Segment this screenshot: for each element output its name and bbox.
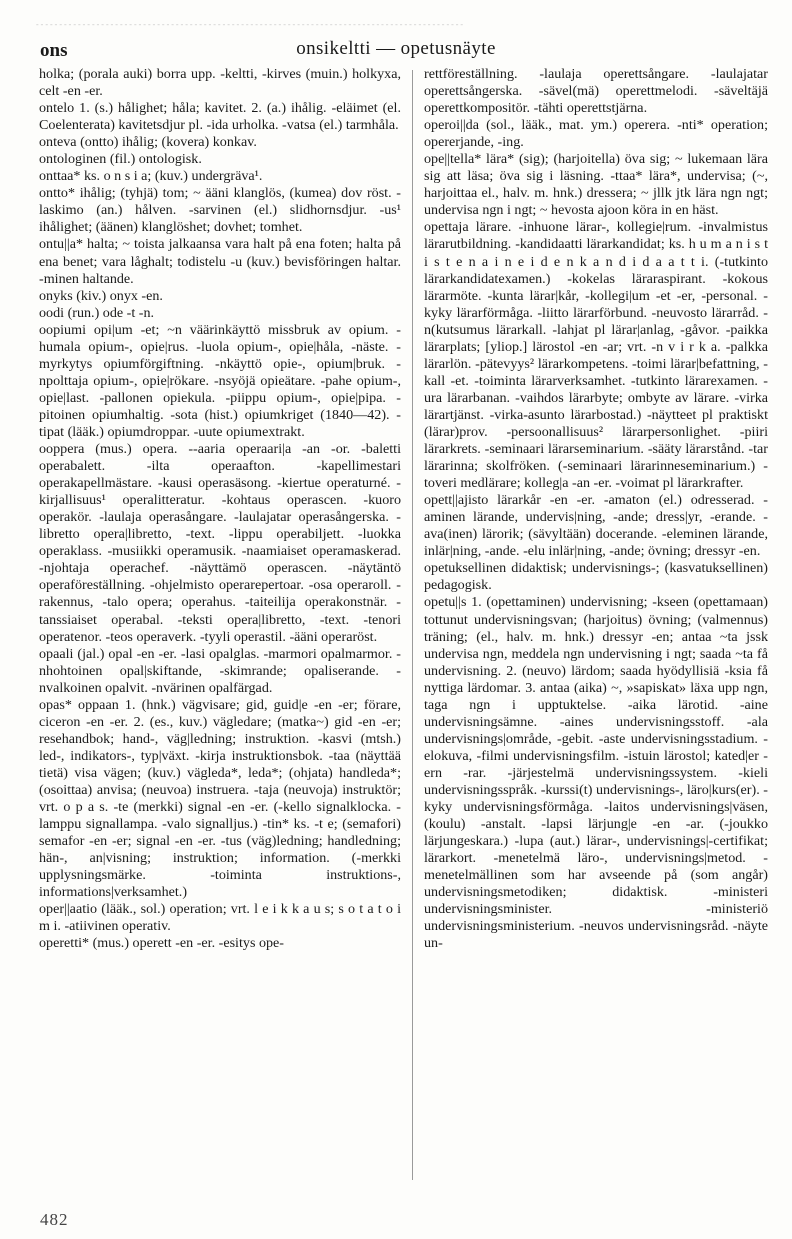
right-column (424, 66, 768, 952)
dictionary-entry: operetti* (mus.) operett -en -er. -esitys ope- (39, 935, 284, 952)
dictionary-entry: ope||tella* lära* (sig); (harjoitella) öva sig; ~ lukemaan lära sig att läsa; öva sig i läsning. -ttaa* lära*, undervisa; (~, harjoittaa el., halv. m. hnk.) dressera; ~ jllk jtk lära ngn ngt; undervisa ngn i ngt; ~ hevosta ajoon köra in en häst. (424, 151, 768, 219)
dictionary-entry: ooppera (mus.) opera. --aaria operaari|a -an -or. -baletti operabalett. -ilta operaafton. -kapellimestari operakapellmästare. -kausi operasäsong. -kiertue operaturné. -kirjallisuus¹ operalitteratur. -kohtaus operascen. -kuoro operakör. -laulaja operasångare. -laulajatar operasångerska. -libretto opera|libretto, -text. -lippu operabiljett. -luokka operaklass. -musiikki operamusik. -naamiaiset operamaskerad. -njohtaja operachef. -näyttämö operascen. -näytäntö operaföreställning. -ohjelmisto operarepertoar. -osa operaroll. -rakennus, -talo opera; operahus. -taiteilija operakonstnär. -tanssiaiset operabal. -teksti opera|libretto, -text. -tenori operatenor. -teos operaverk. -tyyli operastil. -ääni operaröst. (39, 441, 401, 645)
dictionary-entry: onttaa* ks. o n s i a; (kuv.) undergräva¹. (39, 168, 263, 185)
running-head: onsikeltti — opetusnäyte (296, 38, 496, 59)
dictionary-entry: ontelo 1. (s.) hålighet; håla; kavitet. 2. (a.) ihålig. -eläimet (el. Coelenterata) kavitetsdjur pl. -ida urholka. -vatsa (el.) tarmhåla. (39, 100, 401, 134)
guide-word: ons (40, 40, 68, 61)
dictionary-entry: opas* oppaan 1. (hnk.) vägvisare; gid, guid|e -en -er; förare, ciceron -en -er. 2. (es., kuv.) vägledare; (matka~) gid -en -er; resehandbok; hand-, väg|ledning; instruktion. -kasvi (mtsh.) led-, indikators-, typ|växt. -kirja instruktionsbok. -taa (näyttää tietä) visa vägen; (kuv.) vägleda*, leda*; (ohjata) handleda*; (osoittaa) anvisa; (neuvoa) instruera. -taja (neuvoja) instruktör; vrt. o p a s. -te (merkki) signal -en -er. (-kello signalklocka. -lamppu signallampa. -valo signalljus.) -tin* ks. -t e; (semafori) semafor -en -er; signal -en -er. -tus (väg)ledning; handledning; hän-, an|visning; instruktion; information. (-merkki upplysningsmärke. -toiminta instruktions-, informations|verksamhet.) (39, 696, 401, 901)
dictionary-entry: ontologinen (fil.) ontologisk. (39, 151, 202, 168)
scan-guide-line: - - - - - - - - - - - - - - - - - - - - - - - - - - - - - - - - - - - - - - - - - - - - - - - - - - - - - - - - - - - - - - - - - - - - - - - - - - - - - - - - - - - - - - - - - - - - (36, 22, 464, 27)
column-divider (412, 70, 413, 1180)
dictionary-entry: holka; (porala auki) borra upp. -keltti, -kirves (muin.) holkyxa, celt -en -er. (39, 66, 401, 100)
dictionary-entry: opetuksellinen didaktisk; undervisnings-; (kasvatuksellinen) pedagogisk. (424, 560, 768, 594)
left-column (39, 66, 401, 952)
dictionary-entry: operoi||da (sol., lääk., mat. ym.) operera. -nti* operation; opererjande, -ing. (424, 117, 768, 151)
dictionary-entry: opett||ajisto lärarkår -en -er. -amaton (el.) odresserad. -aminen lärande, undervis|ning, -ande; dress|yr, -erande. -ava(inen) lärorik; (sävyltään) docerande. -eleminen lärande, inlär|ning, -ande. -elu inlär|ning, -ande; övning; dressyr -en. (424, 492, 768, 560)
page-number: 482 (40, 1210, 69, 1229)
dictionary-entry: oopiumi opi|um -et; ~n väärinkäyttö missbruk av opium. -humala opium-, opie|rus. -luola opium-, opie|håla, -näste. -myrkytys opiumförgiftning. -nkäyttö opie-, opium|bruk. -npolttaja opium-, opie|rökare. -nsyöjä opieätare. -pahe opium-, opie|last. -pallonen opiekula. -piippu opium-, opie|pipa. -pitoinen opiumhaltig. -sota (hist.) opiumkriget (1840—42). -tipat (lääk.) opiumdroppar. -uute opiumextrakt. (39, 321, 401, 440)
dictionary-entry: onyks (kiv.) onyx -en. (39, 287, 163, 304)
dictionary-entry: rettföreställning. -laulaja operettsångare. -laulajatar operettsångerska. -sävel(mä) operettmelodi. -säveltäjä operettkompositör. -tähti operettstjärna. (424, 66, 768, 117)
dictionary-entry: oper||aatio (lääk., sol.) operation; vrt. l e i k k a u s; s o t a t o i m i. -atiivinen operativ. (39, 901, 401, 935)
dictionary-entry: opaali (jal.) opal -en -er. -lasi opalglas. -marmori opalmarmor. -nhohtoinen opal|skiftande, -skimrande; opaliserande. -nvalkoinen opalvit. -nvärinen opalfärgad. (39, 645, 401, 696)
dictionary-entry: ontu||a* halta; ~ toista jalkaansa vara halt på ena foten; halta på ena benet; vara låghalt; todistelu -u (kuv.) bevisföringen haltar. -minen haltande. (39, 236, 401, 287)
dictionary-entry: opettaja lärare. -inhuone lärar-, kollegie|rum. -invalmistus lärarutbildning. -kandidaatti lärarkandidat; ks. h u m a n i s t i s t e n a i n e i d e n k a n d i d a a t t i. (-tutkinto lärarkandidatexamen.) -kokelas läraraspirant. -kokous lärarmöte. -kunta lärar|kår, -kollegi|um -et -er, -personal. -kyky lärarförmåga. -liitto lärarförbund. -neuvosto lärarråd. -n(kutsumus lärarkall. -lahjat pl lärar|anlag, -gåvor. -paikka lärarplats; [yliop.] lärostol -en -ar; vrt. -n v i r k a. -palkka lärarlön. -pätevyys² lärarkompetens. -toimi lärar|befattning, -kall -et. -toiminta lärarverksamhet. -tutkinto lärarexamen. -ura lärarbanan. -vaihdos lärarbyte; ombyte av lärare. -virka lärartjänst. -virka-asunto lärarbostad.) -näytteet pl praktiskt (lärar)prov. -persoonallisuus² lärarpersonlighet. -piiri lärarkrets. -seminaari lärarseminarium. -sääty lärarstånd. -tar lärarinna; skolfröken. (-seminaari lärarinneseminarium.) -toveri medlärare; kolleg|a -an -er. -voimat pl lärarkrafter. (424, 219, 768, 492)
dictionary-entry: opetu||s 1. (opettaminen) undervisning; -kseen (opettamaan) tottunut undervisningsvan; (harjoitus) övning; (valmennus) träning; (el., halv. m. hnk.) dressyr -en; antaa ~ta jssk undervisa ngn, meddela ngn undervisning i ngt; saada ~ta få undervisning. 2. (neuvo) lärdom; saada hyödyllisiä -ksia få nyttiga lärdomar. 3. antaa (aika) ~, »sapiskat» läxa upp ngn, taga ngn i upptuktelse. -aika lärotid. -aine undervisningsämne. -aines undervisningsstoff. -ala undervisnings|område, -gebit. -aste undervisningsstadium. -elokuva, -filmi undervisningsfilm. -istuin lärostol; kated|er -ern -rar. -järjestelmä undervisningssystem. -kieli undervisningsspråk. -kurssi(t) undervisnings-, läro|kurs(er). -kyky undervisningsförmåga. -laitos undervisnings|väsen, (koulu) -anstalt. -lapsi lärjung|e -en -ar. (-joukko lärjungeskara.) -lupa (aut.) lärar-, undervisnings|-certifikat; lärarkort. -menetelmä läro-, undervisnings|metod. -menetelmällinen som har avseende på (som angår) undervisningsmetodiken; didaktisk. -ministeri undervisningsminister. -ministeriö undervisningsministerium. -neuvos undervisningsråd. -näyte un- (424, 594, 768, 952)
dictionary-entry: oodi (run.) ode -t -n. (39, 304, 155, 321)
dictionary-entry: ontto* ihålig; (tyhjä) tom; ~ ääni klanglös, (kumea) dov röst. -laskimo (an.) hålven. -sarvinen (el.) slidhornsdjur. -us¹ ihålighet; (äänen) klanglöshet; dovhet; tomhet. (39, 185, 401, 236)
dictionary-entry: onteva (ontto) ihålig; (kovera) konkav. (39, 134, 257, 151)
